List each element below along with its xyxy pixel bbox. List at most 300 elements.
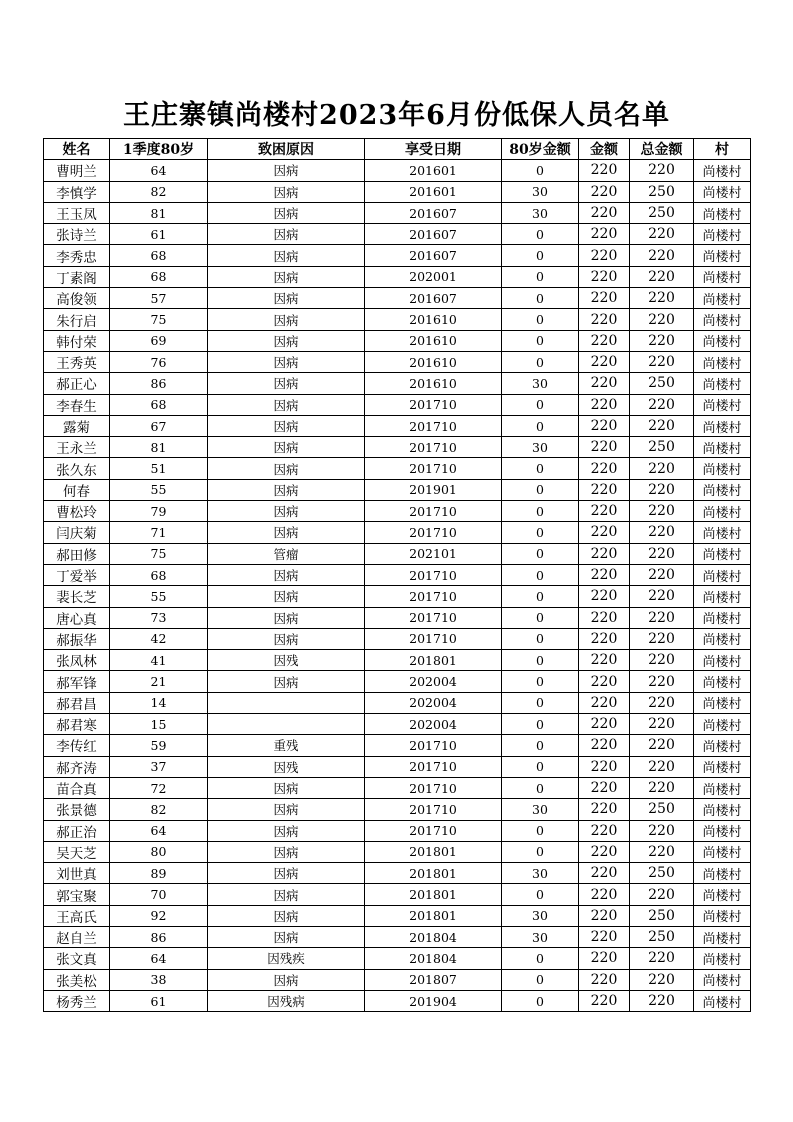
table-row: [44, 863, 751, 884]
cell-village: 尚楼村: [694, 309, 751, 330]
cell-age: 81: [110, 437, 208, 458]
cell-total: 250: [630, 926, 694, 947]
cell-total: 250: [630, 863, 694, 884]
cell-total: 220: [630, 692, 694, 713]
cell-cause: 因残: [208, 650, 365, 671]
cell-village: 尚楼村: [694, 415, 751, 436]
cell-80-bonus: 0: [502, 756, 579, 777]
cell-village: 尚楼村: [694, 458, 751, 479]
cell-amount: 220: [579, 224, 630, 245]
cell-80-bonus: 0: [502, 160, 579, 181]
cell-age: 61: [110, 990, 208, 1011]
table-row: [44, 671, 751, 692]
cell-name: 赵自兰: [44, 926, 110, 947]
cell-name: 何春: [44, 479, 110, 500]
cell-80-bonus: 0: [502, 714, 579, 735]
cell-start-date: 201801: [365, 905, 502, 926]
cell-name: 郝正治: [44, 820, 110, 841]
cell-age: 57: [110, 288, 208, 309]
cell-total: 250: [630, 437, 694, 458]
table-row: [44, 415, 751, 436]
cell-name: 郝田修: [44, 543, 110, 564]
cell-name: 王永兰: [44, 437, 110, 458]
cell-cause: 因病: [208, 266, 365, 287]
cell-cause: 因病: [208, 288, 365, 309]
cell-80-bonus: 0: [502, 394, 579, 415]
cell-amount: 220: [579, 948, 630, 969]
cell-village: 尚楼村: [694, 990, 751, 1011]
cell-start-date: 201804: [365, 926, 502, 947]
cell-age: 80: [110, 841, 208, 862]
cell-name: 张美松: [44, 969, 110, 990]
cell-cause: 因病: [208, 373, 365, 394]
cell-amount: 220: [579, 437, 630, 458]
table-row: [44, 266, 751, 287]
cell-total: 250: [630, 905, 694, 926]
cell-start-date: 201710: [365, 628, 502, 649]
cell-name: 张景德: [44, 799, 110, 820]
cell-start-date: 201710: [365, 586, 502, 607]
cell-amount: 220: [579, 351, 630, 372]
cell-amount: 220: [579, 373, 630, 394]
cell-cause: 因病: [208, 245, 365, 266]
cell-amount: 220: [579, 990, 630, 1011]
allowance-table: [43, 138, 751, 1012]
cell-amount: 220: [579, 926, 630, 947]
cell-age: 89: [110, 863, 208, 884]
cell-80-bonus: 0: [502, 224, 579, 245]
cell-name: 杨秀兰: [44, 990, 110, 1011]
cell-cause: 因病: [208, 458, 365, 479]
cell-village: 尚楼村: [694, 777, 751, 798]
cell-amount: 220: [579, 692, 630, 713]
table-row: [44, 373, 751, 394]
cell-name: 李慎学: [44, 181, 110, 202]
cell-total: 220: [630, 479, 694, 500]
cell-amount: 220: [579, 650, 630, 671]
header-cause: 致困原因: [208, 139, 365, 160]
cell-start-date: 201901: [365, 479, 502, 500]
cell-total: 250: [630, 799, 694, 820]
cell-total: 220: [630, 288, 694, 309]
table-row: [44, 543, 751, 564]
cell-total: 220: [630, 820, 694, 841]
cell-amount: 220: [579, 160, 630, 181]
cell-80-bonus: 30: [502, 437, 579, 458]
cell-amount: 220: [579, 820, 630, 841]
cell-total: 220: [630, 586, 694, 607]
cell-total: 220: [630, 522, 694, 543]
cell-total: 220: [630, 224, 694, 245]
cell-village: 尚楼村: [694, 202, 751, 223]
cell-name: 唐心真: [44, 607, 110, 628]
cell-name: 曹明兰: [44, 160, 110, 181]
cell-name: 郝君昌: [44, 692, 110, 713]
cell-total: 220: [630, 735, 694, 756]
table-row: [44, 607, 751, 628]
cell-village: 尚楼村: [694, 394, 751, 415]
cell-cause: 因病: [208, 799, 365, 820]
cell-cause: 因病: [208, 820, 365, 841]
cell-total: 220: [630, 756, 694, 777]
cell-cause: 因病: [208, 884, 365, 905]
cell-cause: 因病: [208, 969, 365, 990]
cell-start-date: 201710: [365, 522, 502, 543]
cell-start-date: 201710: [365, 437, 502, 458]
cell-amount: 220: [579, 415, 630, 436]
cell-80-bonus: 0: [502, 607, 579, 628]
cell-village: 尚楼村: [694, 245, 751, 266]
cell-total: 220: [630, 948, 694, 969]
cell-start-date: 201801: [365, 884, 502, 905]
table-row: [44, 309, 751, 330]
cell-cause: 因病: [208, 224, 365, 245]
cell-total: 220: [630, 777, 694, 798]
cell-village: 尚楼村: [694, 948, 751, 969]
cell-80-bonus: 0: [502, 969, 579, 990]
cell-80-bonus: 0: [502, 735, 579, 756]
table-row: [44, 245, 751, 266]
cell-age: 59: [110, 735, 208, 756]
cell-amount: 220: [579, 202, 630, 223]
cell-start-date: 201710: [365, 415, 502, 436]
cell-80-bonus: 0: [502, 650, 579, 671]
header-80-bonus: 80岁金额: [502, 139, 579, 160]
cell-village: 尚楼村: [694, 586, 751, 607]
cell-total: 220: [630, 884, 694, 905]
cell-name: 苗合真: [44, 777, 110, 798]
table-row: [44, 479, 751, 500]
cell-age: 68: [110, 564, 208, 585]
cell-amount: 220: [579, 905, 630, 926]
table-row: [44, 564, 751, 585]
cell-amount: 220: [579, 181, 630, 202]
cell-cause: 管瘤: [208, 543, 365, 564]
cell-80-bonus: 0: [502, 990, 579, 1011]
cell-village: 尚楼村: [694, 969, 751, 990]
cell-start-date: 201710: [365, 777, 502, 798]
cell-name: 裴长芝: [44, 586, 110, 607]
table-row: [44, 522, 751, 543]
cell-start-date: 201710: [365, 799, 502, 820]
cell-total: 220: [630, 394, 694, 415]
cell-cause: 因残疾: [208, 948, 365, 969]
cell-cause: 因病: [208, 777, 365, 798]
cell-start-date: 201607: [365, 202, 502, 223]
cell-name: 丁素阁: [44, 266, 110, 287]
cell-total: 220: [630, 330, 694, 351]
cell-age: 55: [110, 586, 208, 607]
table-row: [44, 884, 751, 905]
cell-name: 郝君寒: [44, 714, 110, 735]
cell-village: 尚楼村: [694, 735, 751, 756]
cell-age: 68: [110, 394, 208, 415]
cell-amount: 220: [579, 564, 630, 585]
table-row: [44, 437, 751, 458]
cell-age: 76: [110, 351, 208, 372]
cell-cause: 因病: [208, 628, 365, 649]
page-title: 王庄寨镇尚楼村2023年6月份低保人员名单: [123, 100, 670, 131]
cell-age: 75: [110, 309, 208, 330]
cell-cause: 因病: [208, 202, 365, 223]
cell-cause: 因病: [208, 351, 365, 372]
cell-cause: 因病: [208, 181, 365, 202]
cell-amount: 220: [579, 841, 630, 862]
cell-village: 尚楼村: [694, 373, 751, 394]
cell-total: 220: [630, 160, 694, 181]
cell-village: 尚楼村: [694, 863, 751, 884]
cell-age: 70: [110, 884, 208, 905]
cell-cause: 重残: [208, 735, 365, 756]
cell-amount: 220: [579, 714, 630, 735]
cell-total: 220: [630, 501, 694, 522]
cell-start-date: 201710: [365, 607, 502, 628]
cell-start-date: 201801: [365, 863, 502, 884]
cell-village: 尚楼村: [694, 266, 751, 287]
cell-80-bonus: 30: [502, 373, 579, 394]
cell-village: 尚楼村: [694, 288, 751, 309]
header-age: 1季度80岁: [110, 139, 208, 160]
cell-start-date: 202004: [365, 714, 502, 735]
cell-80-bonus: 30: [502, 863, 579, 884]
table-row: [44, 905, 751, 926]
table-row: [44, 735, 751, 756]
cell-amount: 220: [579, 501, 630, 522]
cell-age: 71: [110, 522, 208, 543]
cell-start-date: 201904: [365, 990, 502, 1011]
table-row: [44, 990, 751, 1011]
table-body: [44, 160, 751, 1012]
cell-start-date: 201801: [365, 650, 502, 671]
cell-age: 69: [110, 330, 208, 351]
cell-cause: 因病: [208, 415, 365, 436]
cell-age: 15: [110, 714, 208, 735]
cell-name: 刘世真: [44, 863, 110, 884]
cell-total: 220: [630, 245, 694, 266]
cell-80-bonus: 0: [502, 458, 579, 479]
cell-80-bonus: 0: [502, 564, 579, 585]
cell-village: 尚楼村: [694, 820, 751, 841]
cell-80-bonus: 0: [502, 628, 579, 649]
cell-cause: [208, 692, 365, 713]
cell-age: 14: [110, 692, 208, 713]
cell-80-bonus: 30: [502, 926, 579, 947]
cell-total: 220: [630, 650, 694, 671]
cell-80-bonus: 0: [502, 948, 579, 969]
cell-80-bonus: 0: [502, 671, 579, 692]
cell-name: 闫庆菊: [44, 522, 110, 543]
cell-80-bonus: 0: [502, 415, 579, 436]
cell-total: 220: [630, 990, 694, 1011]
cell-age: 81: [110, 202, 208, 223]
cell-total: 250: [630, 373, 694, 394]
cell-age: 75: [110, 543, 208, 564]
cell-start-date: 201710: [365, 458, 502, 479]
table-row: [44, 969, 751, 990]
table-row: [44, 714, 751, 735]
table-row: [44, 288, 751, 309]
cell-total: 220: [630, 309, 694, 330]
cell-cause: 因病: [208, 905, 365, 926]
cell-age: 73: [110, 607, 208, 628]
cell-amount: 220: [579, 586, 630, 607]
table-row: [44, 586, 751, 607]
cell-village: 尚楼村: [694, 224, 751, 245]
cell-80-bonus: 0: [502, 245, 579, 266]
cell-amount: 220: [579, 777, 630, 798]
cell-amount: 220: [579, 884, 630, 905]
cell-age: 68: [110, 245, 208, 266]
cell-village: 尚楼村: [694, 884, 751, 905]
cell-name: 吴天芝: [44, 841, 110, 862]
cell-total: 220: [630, 841, 694, 862]
table-row: [44, 777, 751, 798]
cell-80-bonus: 0: [502, 841, 579, 862]
table-row: [44, 160, 751, 181]
cell-age: 38: [110, 969, 208, 990]
table-row: [44, 799, 751, 820]
cell-name: 露菊: [44, 415, 110, 436]
cell-village: 尚楼村: [694, 160, 751, 181]
cell-start-date: 201710: [365, 501, 502, 522]
table-row: [44, 948, 751, 969]
cell-amount: 220: [579, 394, 630, 415]
cell-start-date: 201610: [365, 309, 502, 330]
cell-village: 尚楼村: [694, 351, 751, 372]
table-header-row: [44, 139, 751, 160]
cell-name: 郭宝聚: [44, 884, 110, 905]
cell-80-bonus: 0: [502, 479, 579, 500]
cell-village: 尚楼村: [694, 692, 751, 713]
cell-village: 尚楼村: [694, 607, 751, 628]
cell-name: 张文真: [44, 948, 110, 969]
cell-80-bonus: 0: [502, 288, 579, 309]
table-row: [44, 756, 751, 777]
cell-cause: 因病: [208, 841, 365, 862]
cell-cause: 因病: [208, 926, 365, 947]
cell-name: 朱行启: [44, 309, 110, 330]
cell-cause: 因病: [208, 671, 365, 692]
table-row: [44, 628, 751, 649]
cell-80-bonus: 0: [502, 820, 579, 841]
cell-age: 42: [110, 628, 208, 649]
cell-start-date: 201710: [365, 564, 502, 585]
cell-age: 92: [110, 905, 208, 926]
cell-total: 220: [630, 351, 694, 372]
cell-start-date: 202101: [365, 543, 502, 564]
cell-cause: 因病: [208, 501, 365, 522]
cell-total: 250: [630, 202, 694, 223]
cell-total: 220: [630, 969, 694, 990]
cell-village: 尚楼村: [694, 437, 751, 458]
cell-age: 64: [110, 948, 208, 969]
table-row: [44, 458, 751, 479]
cell-age: 41: [110, 650, 208, 671]
cell-village: 尚楼村: [694, 330, 751, 351]
cell-village: 尚楼村: [694, 543, 751, 564]
cell-start-date: 201610: [365, 330, 502, 351]
cell-age: 82: [110, 799, 208, 820]
cell-village: 尚楼村: [694, 650, 751, 671]
cell-start-date: 202004: [365, 692, 502, 713]
cell-village: 尚楼村: [694, 522, 751, 543]
table-row: [44, 330, 751, 351]
cell-age: 64: [110, 820, 208, 841]
cell-80-bonus: 0: [502, 501, 579, 522]
cell-name: 王秀英: [44, 351, 110, 372]
cell-cause: 因病: [208, 586, 365, 607]
cell-start-date: 201607: [365, 245, 502, 266]
cell-age: 68: [110, 266, 208, 287]
table-row: [44, 650, 751, 671]
table-row: [44, 351, 751, 372]
cell-start-date: 201801: [365, 841, 502, 862]
cell-age: 61: [110, 224, 208, 245]
table-row: [44, 841, 751, 862]
cell-cause: 因病: [208, 607, 365, 628]
cell-start-date: 201607: [365, 288, 502, 309]
cell-80-bonus: 30: [502, 799, 579, 820]
cell-age: 86: [110, 926, 208, 947]
cell-amount: 220: [579, 245, 630, 266]
cell-name: 韩付荣: [44, 330, 110, 351]
cell-80-bonus: 0: [502, 266, 579, 287]
table-row: [44, 224, 751, 245]
cell-cause: 因病: [208, 522, 365, 543]
cell-name: 李传红: [44, 735, 110, 756]
cell-cause: 因病: [208, 437, 365, 458]
cell-start-date: 201710: [365, 756, 502, 777]
header-start-date: 享受日期: [365, 139, 502, 160]
cell-village: 尚楼村: [694, 479, 751, 500]
table-row: [44, 202, 751, 223]
cell-80-bonus: 0: [502, 351, 579, 372]
cell-village: 尚楼村: [694, 501, 751, 522]
cell-80-bonus: 30: [502, 181, 579, 202]
cell-80-bonus: 30: [502, 905, 579, 926]
cell-name: 张久东: [44, 458, 110, 479]
cell-amount: 220: [579, 458, 630, 479]
cell-age: 64: [110, 160, 208, 181]
cell-80-bonus: 0: [502, 330, 579, 351]
cell-village: 尚楼村: [694, 564, 751, 585]
cell-name: 郝齐涛: [44, 756, 110, 777]
cell-amount: 220: [579, 522, 630, 543]
cell-village: 尚楼村: [694, 926, 751, 947]
cell-80-bonus: 0: [502, 692, 579, 713]
cell-cause: 因病: [208, 564, 365, 585]
header-amount: 金额: [579, 139, 630, 160]
cell-cause: 因病: [208, 330, 365, 351]
cell-age: 82: [110, 181, 208, 202]
cell-cause: 因残: [208, 756, 365, 777]
cell-amount: 220: [579, 288, 630, 309]
cell-amount: 220: [579, 756, 630, 777]
cell-name: 王玉凤: [44, 202, 110, 223]
cell-name: 高俊领: [44, 288, 110, 309]
cell-cause: 因病: [208, 863, 365, 884]
cell-age: 21: [110, 671, 208, 692]
cell-name: 郝振华: [44, 628, 110, 649]
cell-village: 尚楼村: [694, 841, 751, 862]
table-row: [44, 181, 751, 202]
cell-total: 220: [630, 714, 694, 735]
cell-start-date: 201804: [365, 948, 502, 969]
cell-total: 220: [630, 543, 694, 564]
cell-amount: 220: [579, 969, 630, 990]
cell-amount: 220: [579, 309, 630, 330]
cell-amount: 220: [579, 628, 630, 649]
